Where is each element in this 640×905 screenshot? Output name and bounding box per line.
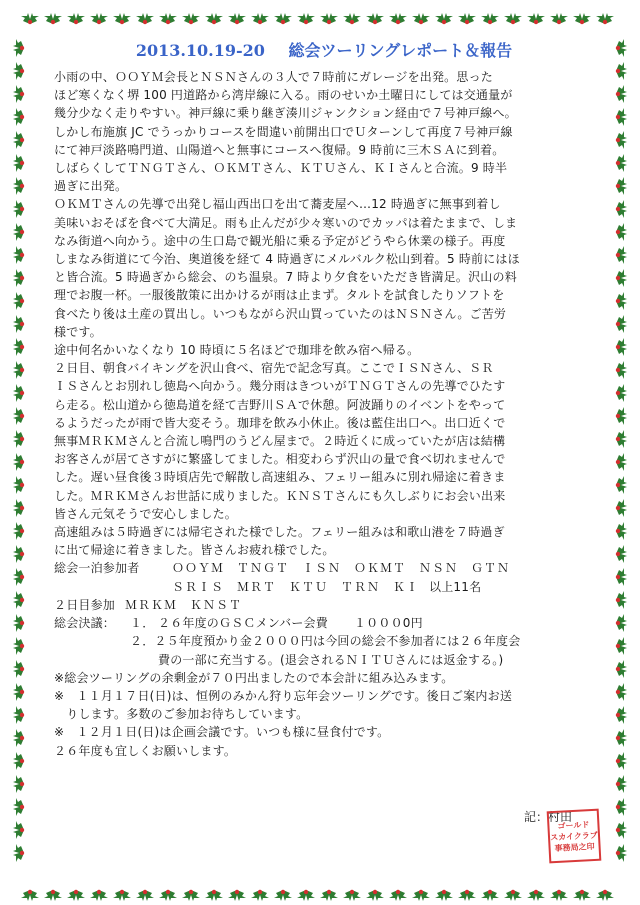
holly-sprig: [343, 13, 361, 24]
holly-sprig: [297, 890, 315, 901]
holly-sprig: [182, 890, 200, 901]
holly-sprig: [13, 131, 24, 149]
holly-sprig: [550, 13, 568, 24]
holly-sprig: [412, 890, 430, 901]
participants-row: [54, 559, 594, 577]
holly-sprig: [136, 890, 154, 901]
holly-sprig: [228, 890, 246, 901]
holly-sprig: [616, 292, 627, 310]
report-line: した。ＭＲＫＭさんお世話に成りました。ＫＮＳＴさんにも久しぶりにお会い出来: [54, 488, 506, 503]
holly-sprig: [274, 890, 292, 901]
holly-sprig: [13, 752, 24, 770]
holly-sprig: [274, 13, 292, 24]
holly-sprig: [616, 522, 627, 540]
day2-label: ２日目参加: [54, 597, 116, 612]
stamp-line-2: スカイクラブ: [549, 830, 598, 842]
holly-sprig: [616, 706, 627, 724]
day2-row: [54, 596, 594, 614]
report-line: なみ街道へ向かう。途中の生口島で観光船に乗る予定がどうやら休業の様子。再度: [54, 233, 506, 248]
report-line: 高速組みは５時過ぎには帰宅された様でした。フェリー組みは和歌山港を７時過ぎ: [54, 525, 505, 540]
holly-sprig: [616, 660, 627, 678]
holly-sprig: [13, 39, 24, 57]
report-line: した。遅い昼食後３時頃店先で解散し高速組み、フェリー組みに別れ帰途に着きま: [54, 470, 506, 485]
report-line: ２日目、朝食バイキングを沢山食べ、宿先で記念写真。ここでＩＳＮさん、ＳＲ: [54, 361, 494, 376]
holly-sprig: [616, 798, 627, 816]
holly-sprig: [616, 361, 627, 379]
report-line: ら走る。松山道から徳島道を経て吉野川ＳＡで休憩。阿波踊りのイベントをやって: [54, 397, 506, 412]
holly-sprig: [205, 13, 223, 24]
holly-sprig: [481, 13, 499, 24]
note-line: ２６年度も宜しくお願いします。: [54, 743, 237, 758]
holly-border-top: [21, 13, 614, 24]
holly-sprig: [616, 591, 627, 609]
report-line: 皆さん元気そうで安心しました。: [54, 506, 238, 521]
report-line: お客さんが居てさすがに繁盛してました。相変わらず沢山の量で食べ切れませんで: [54, 452, 506, 467]
holly-sprig: [297, 13, 315, 24]
holly-sprig: [435, 890, 453, 901]
holly-sprig: [13, 246, 24, 264]
holly-sprig: [13, 200, 24, 218]
club-seal-stamp: [547, 809, 602, 864]
title-text: 総会ツーリングレポート＆報告: [288, 41, 513, 60]
report-paragraphs: [54, 68, 594, 559]
report-line: に出て帰途に着きました。皆さんお疲れ様でした。: [54, 543, 335, 558]
holly-sprig: [13, 591, 24, 609]
holly-sprig: [389, 13, 407, 24]
resolution-2-line2: 費の一部に充当する。(退会されるＮＩＴＵさんには返金する。): [158, 652, 504, 667]
participants-line1: ＯＯＹＭ ＴＮＧＴ ＩＳＮ ＯＫＭＴ ＮＳＮ ＧＴＮ: [172, 561, 511, 576]
note-line: りします。多数のご参加お待ちしています。: [54, 707, 309, 722]
holly-sprig: [527, 13, 545, 24]
holly-sprig: [616, 844, 627, 862]
holly-sprig: [320, 890, 338, 901]
holly-sprig: [616, 430, 627, 448]
holly-sprig: [616, 407, 627, 425]
holly-sprig: [596, 13, 614, 24]
report-page: [54, 40, 594, 870]
note-line: ※ １２月１日(日)は企画会議です。いつも様に昼食付です。: [54, 725, 390, 740]
holly-sprig: [366, 13, 384, 24]
holly-sprig: [13, 407, 24, 425]
holly-sprig: [136, 13, 154, 24]
holly-sprig: [205, 890, 223, 901]
holly-sprig: [13, 821, 24, 839]
report-line: しばらくしてＴＮＧＴさん、ＯＫＭＴさん、ＫＴＵさん、ＫＩさんと合流。9 時半: [54, 161, 508, 176]
holly-sprig: [527, 890, 545, 901]
stamp-line-3: 事務局之印: [554, 841, 595, 853]
holly-sprig: [13, 223, 24, 241]
holly-sprig: [320, 13, 338, 24]
holly-sprig: [113, 13, 131, 24]
resolution-2-line1: ２．２５年度預かり金２０００円は今回の総会不参加者には２６年度会: [130, 634, 521, 649]
report-line: にて神戸淡路鳴門道、山陽道へと無事にコースへ復帰。9 時前に三木ＳＡに到着。: [54, 142, 505, 157]
holly-sprig: [13, 476, 24, 494]
holly-sprig: [616, 637, 627, 655]
holly-sprig: [616, 108, 627, 126]
report-line: 美味いおそばを食べて大満足。雨も止んだが少々寒いのでカッパは着たままで、しま: [54, 215, 518, 230]
holly-sprig: [616, 223, 627, 241]
report-line: 様です。: [54, 324, 102, 339]
holly-sprig: [616, 545, 627, 563]
holly-sprig: [21, 13, 39, 24]
holly-sprig: [13, 85, 24, 103]
holly-sprig: [616, 476, 627, 494]
holly-sprig: [13, 614, 24, 632]
holly-sprig: [13, 154, 24, 172]
holly-sprig: [366, 890, 384, 901]
holly-sprig: [616, 200, 627, 218]
holly-sprig: [616, 683, 627, 701]
holly-sprig: [412, 13, 430, 24]
holly-sprig: [251, 13, 269, 24]
holly-sprig: [13, 683, 24, 701]
holly-sprig: [616, 62, 627, 80]
holly-sprig: [616, 775, 627, 793]
holly-sprig: [90, 13, 108, 24]
report-line: ＯＫＭＴさんの先導で出発し福山西出口を出て蕎麦屋へ…12 時過ぎに無事到着し: [54, 197, 501, 212]
holly-sprig: [616, 246, 627, 264]
report-line: 食べたり後は土産の買出し。いつもながら沢山買っていたのはＮＳＮさん。ご苦労: [54, 306, 507, 321]
holly-sprig: [13, 729, 24, 747]
holly-border-right: [616, 39, 627, 862]
report-line: 無事ＭＲＫＭさんと合流し鳴門のうどん屋まで。２時近くに成っていたが店は結構: [54, 434, 506, 449]
holly-sprig: [113, 890, 131, 901]
holly-sprig: [616, 614, 627, 632]
holly-sprig: [159, 890, 177, 901]
holly-border-bottom: [21, 890, 614, 901]
holly-sprig: [13, 660, 24, 678]
report-line: 理でお腹一杯。一服後散策に出かけるが雨は止まず。タルトを試食したりソフトを: [54, 288, 505, 303]
holly-sprig: [435, 13, 453, 24]
holly-sprig: [616, 269, 627, 287]
holly-sprig: [616, 499, 627, 517]
holly-sprig: [616, 752, 627, 770]
holly-sprig: [67, 890, 85, 901]
holly-sprig: [573, 13, 591, 24]
report-line: るようだったが雨で皆大変そう。珈琲を飲み小休止。後は藍住出口へ。出口近くで: [54, 415, 506, 430]
holly-sprig: [13, 108, 24, 126]
holly-sprig: [13, 545, 24, 563]
resolutions-label: 総会決議：: [54, 616, 116, 631]
holly-sprig: [13, 775, 24, 793]
report-line: ほど寒くなく堺 100 円道路から湾岸線に入る。雨のせいか土曜日にしては交通量が: [54, 88, 513, 103]
report-line: しかし布施旗 JC でうっかりコースを間違い前開出口でＵターンして再度７号神戸線: [54, 124, 513, 139]
holly-sprig: [159, 13, 177, 24]
note-line: ※ １１月１７日(日)は、恒例のみかん狩り忘年会ツーリングです。後日ご案内お送: [54, 688, 513, 703]
holly-sprig: [550, 890, 568, 901]
holly-sprig: [504, 13, 522, 24]
participants-total: 以上11名: [429, 579, 482, 594]
holly-sprig: [616, 315, 627, 333]
holly-sprig: [13, 315, 24, 333]
report-line: ＩＳさんとお別れし徳島へ向かう。幾分雨はきついがＴＮＧＴさんの先導でひたす: [54, 379, 506, 394]
holly-sprig: [13, 269, 24, 287]
holly-sprig: [13, 798, 24, 816]
holly-sprig: [616, 384, 627, 402]
holly-sprig: [616, 453, 627, 471]
holly-sprig: [13, 568, 24, 586]
holly-sprig: [596, 890, 614, 901]
holly-sprig: [13, 62, 24, 80]
holly-sprig: [616, 338, 627, 356]
holly-sprig: [458, 890, 476, 901]
holly-sprig: [13, 292, 24, 310]
resolution-1-number: １．: [130, 616, 155, 631]
holly-sprig: [13, 361, 24, 379]
participants-label: 総会一泊参加者: [54, 561, 140, 576]
holly-sprig: [13, 453, 24, 471]
holly-sprig: [573, 890, 591, 901]
holly-sprig: [13, 499, 24, 517]
report-line: 小雨の中、ＯＯＹＭ会長とＮＳＮさんの３人で７時前にガレージを出発。思った: [54, 70, 493, 84]
report-line: 途中何名かいなくなり 10 時頃に５名ほどで珈琲を飲み宿へ帰る。: [54, 343, 420, 358]
holly-border-left: [13, 39, 24, 862]
holly-sprig: [13, 177, 24, 195]
report-line: と皆合流。5 時過ぎから総会、のち温泉。7 時より夕食をいただき皆満足。沢山の料: [54, 270, 517, 285]
holly-sprig: [343, 890, 361, 901]
holly-sprig: [13, 637, 24, 655]
participants-row-2: [54, 578, 594, 596]
holly-sprig: [44, 890, 62, 901]
holly-sprig: [458, 13, 476, 24]
holly-sprig: [182, 13, 200, 24]
participants-line2: ＳＲＩＳ ＭＲＴ ＫＴＵ ＴＲＮ ＫＩ: [172, 579, 420, 594]
resolution-1-text: ２６年度のＧＳＣメンバー会費: [158, 616, 328, 631]
page-title: [54, 40, 594, 62]
holly-sprig: [13, 844, 24, 862]
holly-sprig: [67, 13, 85, 24]
holly-sprig: [13, 706, 24, 724]
holly-sprig: [616, 568, 627, 586]
report-body: [54, 68, 594, 760]
holly-sprig: [21, 890, 39, 901]
holly-sprig: [481, 890, 499, 901]
resolution-1-amount: １０００0円: [353, 616, 423, 631]
title-date: 2013.10.19-20: [135, 41, 265, 60]
resolution-1: [54, 614, 594, 632]
report-line: しまなみ街道にて今治、奥道後を経て 4 時過ぎにメルバルク松山到着。5 時前にはほ: [54, 252, 520, 267]
note-line: ※総会ツーリングの余剰金が７０円出ましたので本会計に組み込みます。: [54, 670, 454, 685]
holly-sprig: [504, 890, 522, 901]
signature: 記：村田: [523, 810, 572, 824]
holly-sprig: [13, 430, 24, 448]
holly-sprig: [616, 821, 627, 839]
holly-sprig: [616, 39, 627, 57]
holly-sprig: [228, 13, 246, 24]
holly-sprig: [251, 890, 269, 901]
report-line: 過ぎに出発。: [54, 179, 128, 194]
holly-sprig: [616, 729, 627, 747]
holly-sprig: [389, 890, 407, 901]
holly-sprig: [616, 131, 627, 149]
holly-sprig: [44, 13, 62, 24]
holly-sprig: [90, 890, 108, 901]
holly-sprig: [13, 384, 24, 402]
holly-sprig: [616, 154, 627, 172]
holly-sprig: [616, 177, 627, 195]
holly-sprig: [616, 85, 627, 103]
day2-names: ＭＲＫＭ ＫＮＳＴ: [125, 597, 243, 612]
stamp-line-1: ゴールド: [557, 819, 590, 831]
report-notes: [54, 669, 594, 760]
holly-sprig: [13, 522, 24, 540]
report-line: 幾分少なく走りやすい。神戸線に乗り継ぎ湊川ジャンクション経由で７号神戸線へ。: [54, 106, 517, 121]
holly-sprig: [13, 338, 24, 356]
